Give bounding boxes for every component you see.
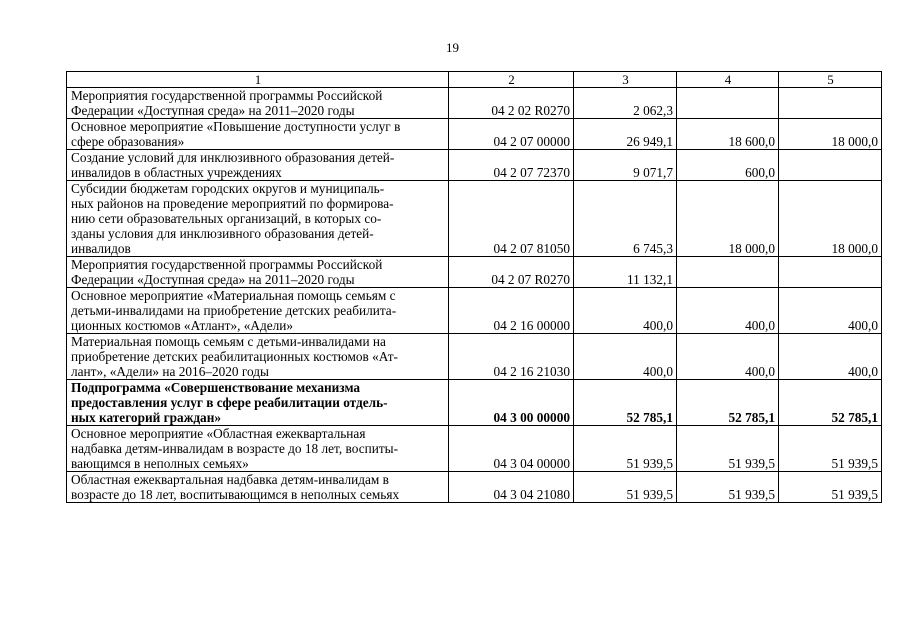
row-name-line: надбавка детям-инвалидам в возрасте до 18 лет, воспиты- [71, 441, 398, 456]
row-name-line: сфере образования» [71, 134, 185, 149]
table-row [67, 288, 882, 334]
row-name-line: Федерации «Доступная среда» на 2011–2020 годы [71, 272, 355, 287]
table-row [67, 472, 882, 503]
value-col4-cell [677, 257, 779, 288]
row-name-line: инвалидов [71, 241, 131, 256]
row-name-cell [67, 119, 449, 150]
row-name-line: Создание условий для инклюзивного образования детей- [71, 150, 395, 165]
row-name-line: ционных костюмов «Атлант», «Адели» [71, 318, 294, 333]
column-header: 3 [574, 72, 677, 88]
column-header: 1 [67, 72, 449, 88]
row-name-line: Мероприятия государственной программы Российской [71, 88, 383, 103]
row-name-line: Субсидии бюджетам городских округов и муниципаль- [71, 181, 385, 196]
code-cell: 04 2 16 00000 [449, 288, 574, 334]
row-name-cell [67, 472, 449, 503]
value-col3-cell: 9 071,7 [574, 150, 677, 181]
row-name-cell [67, 426, 449, 472]
page-number: 19 [446, 40, 459, 55]
row-name-line: предоставления услуг в сфере реабилитации отдель- [71, 395, 388, 410]
row-name-line: Материальная помощь семьям с детьми-инвалидами на [71, 334, 386, 349]
row-name-line: вающимся в неполных семьях» [71, 456, 249, 471]
value-col4-cell: 400,0 [677, 288, 779, 334]
value-col5-cell: 18 000,0 [779, 181, 882, 257]
code-cell: 04 3 04 21080 [449, 472, 574, 503]
value-col3-cell: 400,0 [574, 334, 677, 380]
row-name-cell [67, 288, 449, 334]
value-col3-cell: 400,0 [574, 288, 677, 334]
value-col3-cell: 51 939,5 [574, 426, 677, 472]
row-name-cell [67, 257, 449, 288]
column-header: 5 [779, 72, 882, 88]
table-header-row [67, 72, 882, 88]
code-cell: 04 2 07 72370 [449, 150, 574, 181]
code-cell: 04 2 16 21030 [449, 334, 574, 380]
row-name-cell [67, 380, 449, 426]
code-cell: 04 3 04 00000 [449, 426, 574, 472]
row-name-cell [67, 181, 449, 257]
row-name-line: Основное мероприятие «Областная ежеквартальная [71, 426, 366, 441]
value-col3-cell: 52 785,1 [574, 380, 677, 426]
value-col4-cell: 18 000,0 [677, 181, 779, 257]
column-header: 2 [449, 72, 574, 88]
value-col5-cell: 400,0 [779, 334, 882, 380]
code-cell: 04 2 07 81050 [449, 181, 574, 257]
row-name-line: Областная ежеквартальная надбавка детям-инвалидам в [71, 472, 389, 487]
value-col4-cell: 52 785,1 [677, 380, 779, 426]
value-col3-cell: 2 062,3 [574, 88, 677, 119]
code-cell: 04 2 02 R0270 [449, 88, 574, 119]
value-col5-cell: 51 939,5 [779, 472, 882, 503]
row-name-line: Федерации «Доступная среда» на 2011–2020 годы [71, 103, 355, 118]
row-name-line: ных районов на проведение мероприятий по формирова- [71, 196, 394, 211]
row-name-line: ных категорий граждан» [71, 410, 222, 425]
value-col4-cell: 400,0 [677, 334, 779, 380]
table-row [67, 257, 882, 288]
row-name-line: лант», «Адели» на 2016–2020 годы [71, 364, 269, 379]
value-col4-cell: 51 939,5 [677, 472, 779, 503]
row-name-cell [67, 334, 449, 380]
row-name-line: инвалидов в областных учреждениях [71, 165, 282, 180]
table-row [67, 334, 882, 380]
value-col5-cell: 51 939,5 [779, 426, 882, 472]
row-name-line: нию сети образовательных организаций, в которых со- [71, 211, 382, 226]
table-row [67, 380, 882, 426]
value-col4-cell [677, 88, 779, 119]
value-col4-cell: 600,0 [677, 150, 779, 181]
table-row [67, 426, 882, 472]
value-col3-cell: 26 949,1 [574, 119, 677, 150]
row-name-line: приобретение детских реабилитационных костюмов «Ат- [71, 349, 398, 364]
row-name-cell [67, 88, 449, 119]
table-row [67, 181, 882, 257]
code-cell: 04 3 00 00000 [449, 380, 574, 426]
value-col5-cell: 400,0 [779, 288, 882, 334]
value-col4-cell: 18 600,0 [677, 119, 779, 150]
row-name-line: возрасте до 18 лет, воспитывающимся в неполных семьях [71, 487, 400, 502]
value-col3-cell: 51 939,5 [574, 472, 677, 503]
row-name-line: зданы условия для инклюзивного образования детей- [71, 226, 374, 241]
table-row [67, 150, 882, 181]
value-col3-cell: 6 745,3 [574, 181, 677, 257]
row-name-cell [67, 150, 449, 181]
row-name-line: детьми-инвалидами на приобретение детских реабилита- [71, 303, 397, 318]
value-col4-cell: 51 939,5 [677, 426, 779, 472]
budget-table [66, 71, 882, 503]
value-col5-cell: 18 000,0 [779, 119, 882, 150]
value-col3-cell: 11 132,1 [574, 257, 677, 288]
table-row [67, 88, 882, 119]
value-col5-cell [779, 257, 882, 288]
code-cell: 04 2 07 R0270 [449, 257, 574, 288]
code-cell: 04 2 07 00000 [449, 119, 574, 150]
value-col5-cell: 52 785,1 [779, 380, 882, 426]
row-name-line: Мероприятия государственной программы Российской [71, 257, 383, 272]
row-name-line: Основное мероприятие «Повышение доступности услуг в [71, 119, 401, 134]
value-col5-cell [779, 150, 882, 181]
value-col5-cell [779, 88, 882, 119]
row-name-line: Основное мероприятие «Материальная помощь семьям с [71, 288, 396, 303]
table-row [67, 119, 882, 150]
row-name-line: Подпрограмма «Совершенствование механизма [71, 380, 361, 395]
column-header: 4 [677, 72, 779, 88]
